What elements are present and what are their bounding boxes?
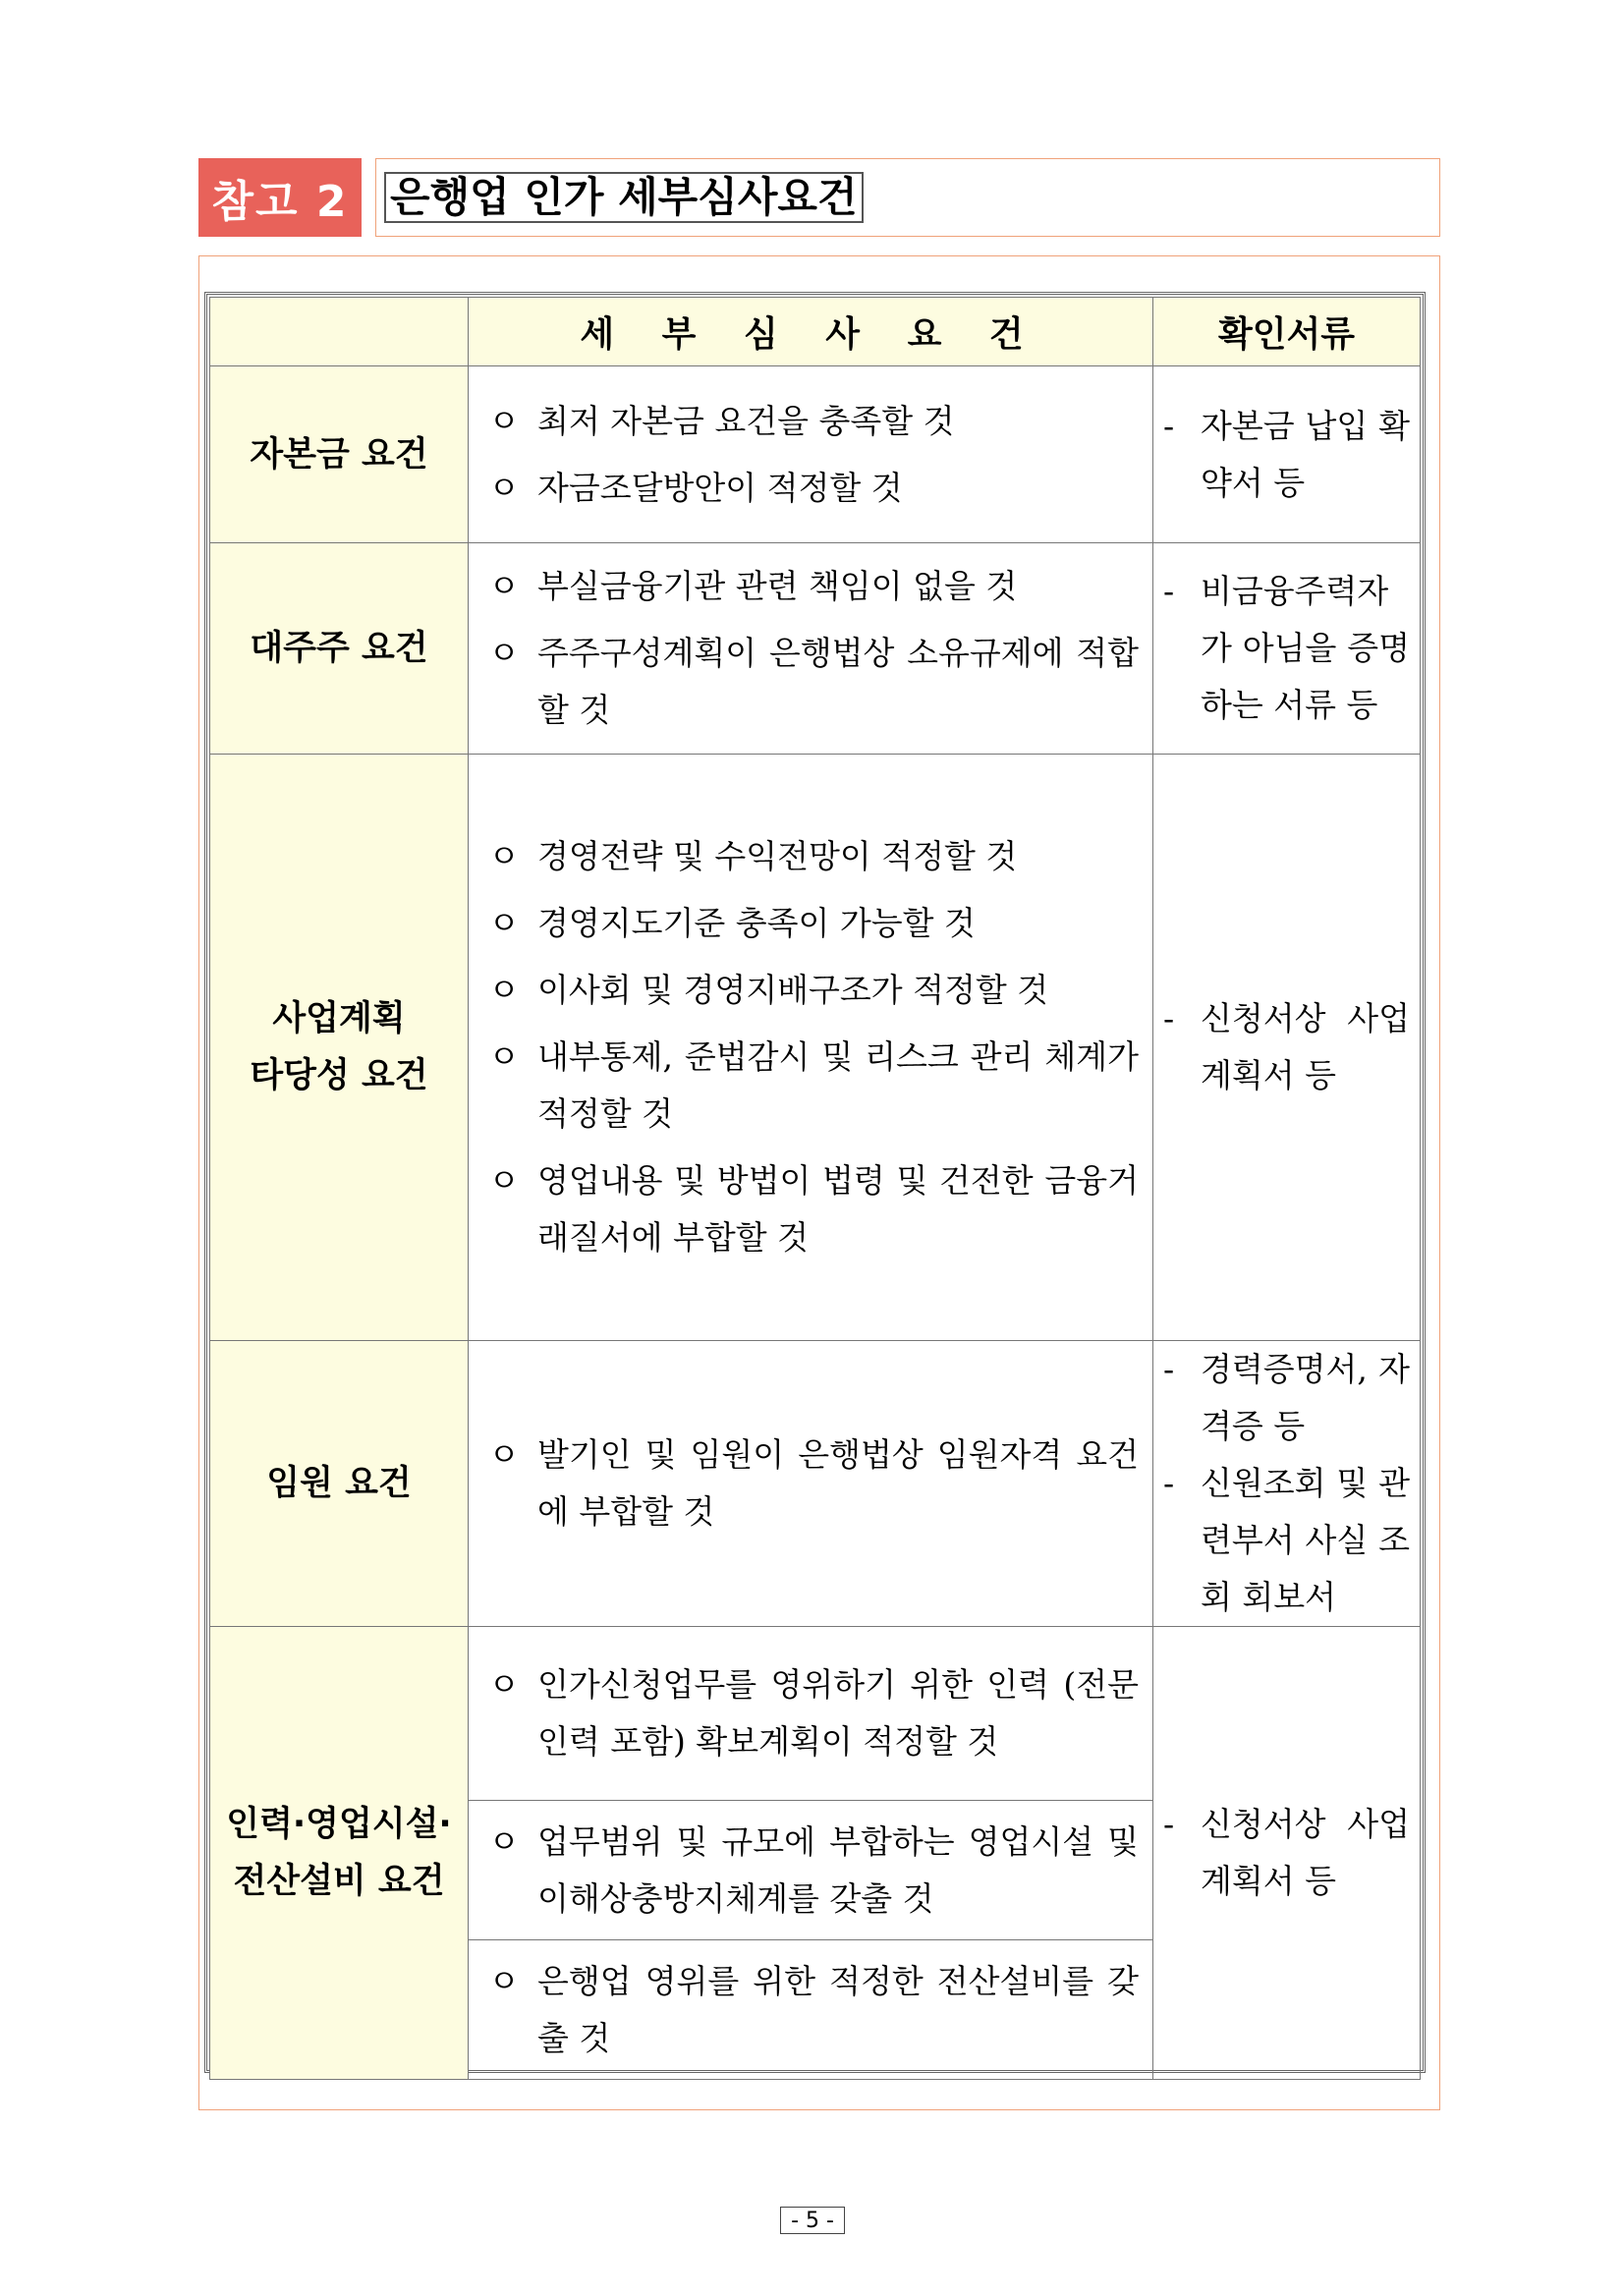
document-text: 자본금 납입 확약서 등 (1201, 406, 1410, 502)
row-category: 임원 요건 (210, 1341, 469, 1627)
row-criteria (469, 755, 1153, 1341)
bullet-icon: ㅇ (488, 1821, 520, 1861)
page-number: - 5 - (780, 2207, 845, 2234)
bullet-icon: ㅇ (488, 468, 520, 507)
bullet-icon: ㅇ (488, 1161, 520, 1200)
criteria-item (488, 460, 1139, 517)
bullet-icon: ㅇ (488, 904, 520, 942)
bullet-icon: ㅇ (488, 1037, 520, 1076)
table-row (210, 1627, 1421, 1801)
row-criteria (469, 1341, 1153, 1627)
table-header-row (210, 298, 1421, 366)
page-title: 은행업 인가 세부심사요건 (384, 172, 864, 223)
criteria-text: 주주구성계획이 은행법상 소유규제에 적합할 것 (537, 634, 1139, 729)
criteria-text: 영업내용 및 방법이 법령 및 건전한 금융거래질서에 부합할 것 (537, 1161, 1139, 1257)
criteria-text: 인가신청업무를 영위하기 위한 인력 (전문인력 포함) 확보계획이 적정할 것 (537, 1665, 1139, 1761)
criteria-item (488, 1029, 1139, 1143)
criteria-item (488, 1953, 1139, 2067)
criteria-item (488, 962, 1139, 1019)
criteria-item (488, 1427, 1139, 1540)
criteria-text: 은행업 영위를 위한 적정한 전산설비를 갖출 것 (537, 1961, 1139, 2057)
category-line: 전산설비 요건 (233, 1862, 445, 1901)
criteria-item (488, 393, 1139, 450)
criteria-text: 자금조달방안이 적정할 것 (537, 468, 903, 507)
category-line: 인력·영업시설· (226, 1805, 452, 1844)
table-row (210, 1341, 1421, 1627)
row-category (210, 755, 469, 1341)
row-criteria (469, 543, 1153, 755)
dash-marker: - (1163, 572, 1175, 610)
row-criteria (469, 366, 1153, 543)
category-line: 사업계획 (272, 999, 406, 1038)
row-category: 대주주 요건 (210, 543, 469, 755)
document-text: 비금융주력자가 아님을 증명하는 서류 등 (1201, 572, 1410, 724)
dash-marker: - (1163, 1464, 1175, 1502)
dash-marker: - (1163, 406, 1175, 445)
document-item (1163, 990, 1410, 1104)
dash-marker: - (1163, 1350, 1175, 1388)
table-row (210, 366, 1421, 543)
criteria-table-frame (204, 292, 1426, 2073)
row-documents (1153, 755, 1421, 1341)
title-box (375, 158, 1440, 237)
bullet-icon: ㅇ (488, 1665, 520, 1704)
row-category: 자본금 요건 (210, 366, 469, 543)
document-item (1163, 1455, 1410, 1626)
bullet-icon: ㅇ (488, 401, 520, 440)
bullet-icon: ㅇ (488, 567, 520, 605)
bullet-icon: ㅇ (488, 634, 520, 672)
bullet-icon: ㅇ (488, 971, 520, 1009)
document-text: 신청서상 사업계획서 등 (1201, 999, 1410, 1094)
document-text: 신청서상 사업계획서 등 (1201, 1805, 1410, 1900)
header-documents: 확인서류 (1153, 298, 1421, 366)
criteria-text: 최저 자본금 요건을 충족할 것 (537, 401, 955, 440)
criteria-text: 경영지도기준 충족이 가능할 것 (537, 904, 976, 942)
dash-marker: - (1163, 1805, 1175, 1843)
row-documents (1153, 1341, 1421, 1627)
bullet-icon: ㅇ (488, 837, 520, 875)
document-item (1163, 1796, 1410, 1910)
criteria-text: 부실금융기관 관련 책임이 없을 것 (537, 567, 1018, 605)
criteria-item (488, 828, 1139, 885)
criteria-text: 발기인 및 임원이 은행법상 임원자격 요건에 부합할 것 (537, 1435, 1139, 1531)
table-row (210, 543, 1421, 755)
document-item (1163, 1341, 1410, 1455)
row-documents (1153, 366, 1421, 543)
reference-badge: 참고 2 (198, 158, 362, 237)
row-criteria (469, 1940, 1153, 2080)
document-item (1163, 563, 1410, 734)
row-criteria (469, 1627, 1153, 1801)
document-text: 경력증명서, 자격증 등 (1201, 1350, 1410, 1445)
criteria-item (488, 558, 1139, 615)
criteria-text: 이사회 및 경영지배구조가 적정할 것 (537, 971, 1049, 1009)
criteria-item (488, 1656, 1139, 1770)
bullet-icon: ㅇ (488, 1435, 520, 1474)
document-item (1163, 398, 1410, 512)
row-criteria (469, 1801, 1153, 1940)
header-criteria: 세 부 심 사 요 건 (469, 298, 1153, 366)
criteria-item (488, 625, 1139, 739)
criteria-item (488, 1152, 1139, 1266)
document-text: 신원조회 및 관련부서 사실 조회 회보서 (1201, 1464, 1410, 1616)
criteria-item (488, 895, 1139, 952)
row-category (210, 1627, 469, 2080)
row-documents (1153, 1627, 1421, 2080)
criteria-text: 업무범위 및 규모에 부합하는 영업시설 및 이해상충방지체계를 갖출 것 (537, 1821, 1139, 1918)
dash-marker: - (1163, 999, 1175, 1037)
category-line: 타당성 요건 (250, 1056, 428, 1095)
row-documents (1153, 543, 1421, 755)
bullet-icon: ㅇ (488, 1961, 520, 2000)
table-row (210, 755, 1421, 1341)
criteria-text: 내부통제, 준법감시 및 리스크 관리 체계가 적정할 것 (537, 1037, 1139, 1133)
header-category (210, 298, 469, 366)
criteria-item (488, 1814, 1139, 1928)
criteria-table (209, 297, 1421, 2080)
criteria-text: 경영전략 및 수익전망이 적정할 것 (537, 837, 1018, 875)
